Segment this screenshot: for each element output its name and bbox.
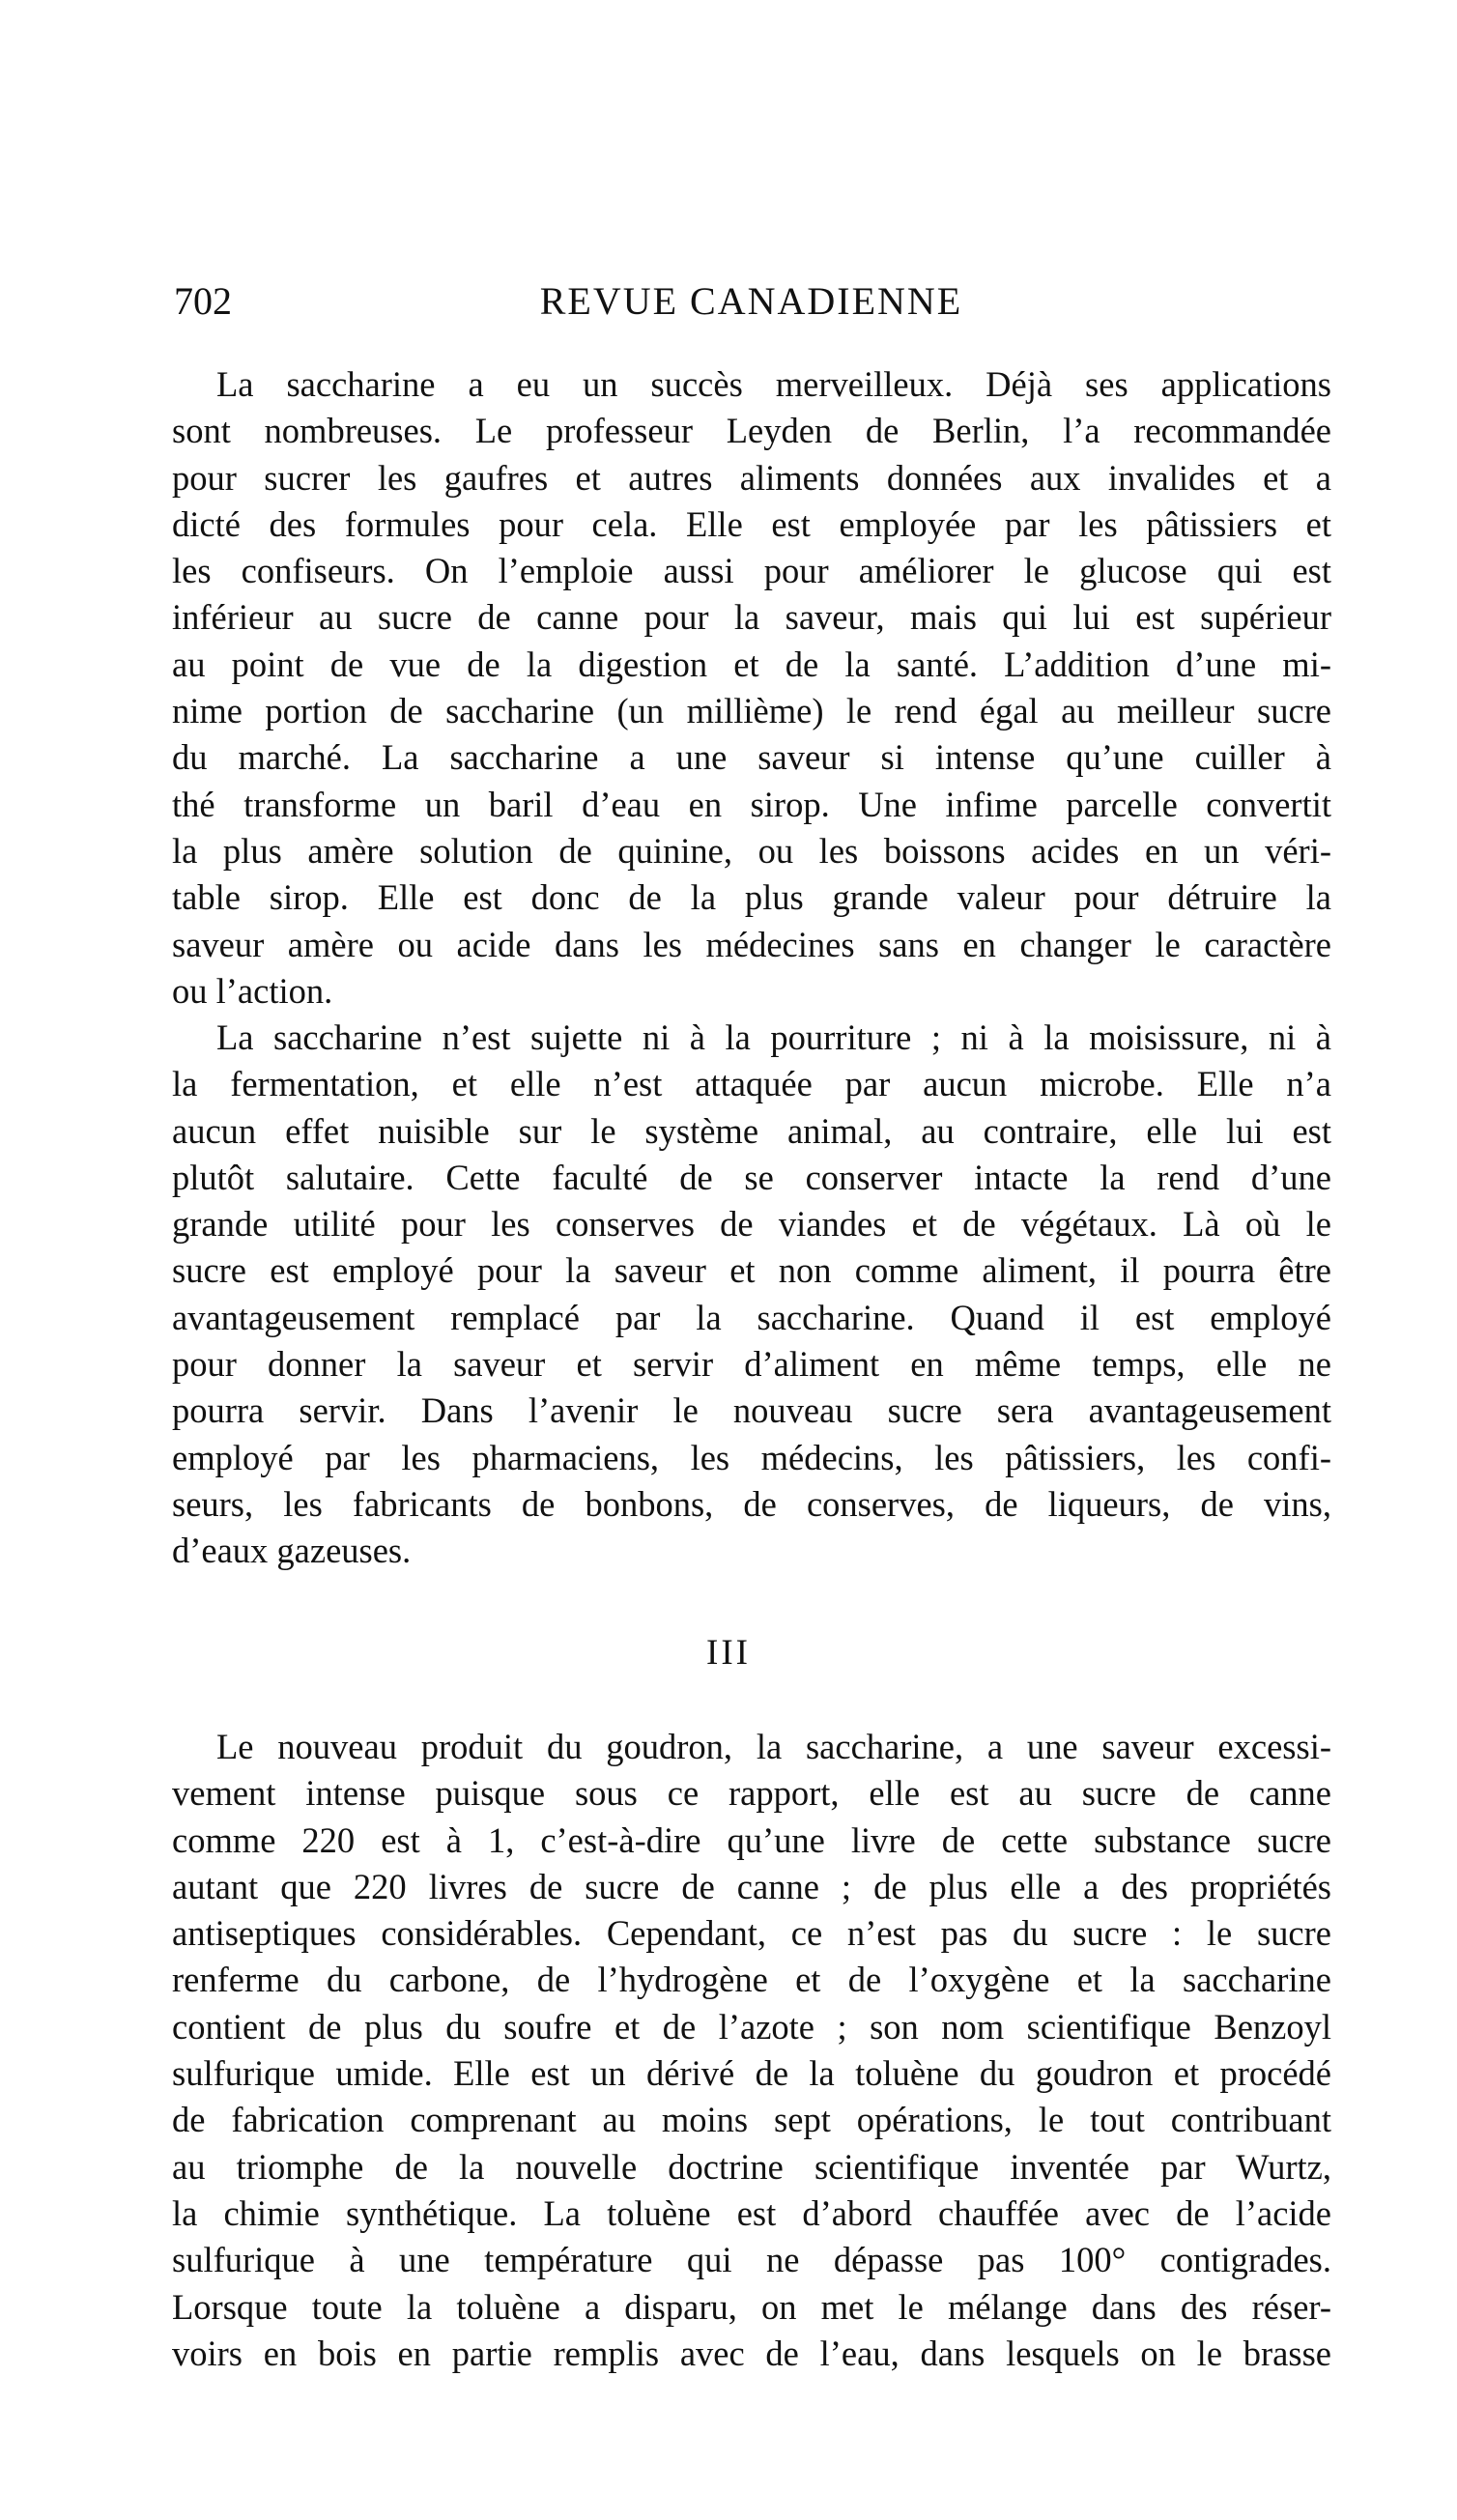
text-line: pour sucrer les gaufres et autres aliments données aux invalides et a	[172, 457, 1331, 498]
text-line: sulfurique umide. Elle est un dérivé de la toluène du goudron et procédé	[172, 2053, 1331, 2094]
text-line: antiseptiques considérables. Cependant, ce n’est pas du sucre : le sucre	[172, 1913, 1331, 1954]
paragraph-1	[172, 361, 1331, 1015]
text-line: La saccharine a eu un succès merveilleux. Déjà ses applications	[216, 364, 1331, 404]
text-line: Le nouveau produit du goudron, la saccharine, a une saveur excessi-	[216, 1727, 1331, 1766]
running-title: REVUE CANADIENNE	[539, 279, 963, 323]
text-line: seurs, les fabricants de bonbons, de conserves, de liqueurs, de vins,	[172, 1483, 1331, 1524]
text-line: du marché. La saccharine a une saveur si intense qu’une cuiller à	[172, 737, 1331, 778]
text-line: avantageusement remplacé par la saccharine. Quand il est employé	[172, 1297, 1331, 1337]
text-line: de fabrication comprenant au moins sept opérations, le tout contribuant	[172, 2100, 1331, 2140]
text-line: les confiseurs. On l’emploie aussi pour améliorer le glucose qui est	[172, 551, 1331, 591]
text-line: grande utilité pour les conserves de viandes et de végétaux. Là où le	[172, 1204, 1331, 1245]
text-line: inférieur au sucre de canne pour la saveur, mais qui lui est supérieur	[172, 597, 1331, 638]
text-line: plutôt salutaire. Cette faculté de se conserver intacte la rend d’une	[172, 1157, 1331, 1197]
section-heading: III	[706, 1633, 751, 1673]
text-line: nime portion de saccharine (un millième) le rend égal au meilleur sucre	[172, 691, 1331, 731]
paragraph-3	[172, 1724, 1331, 2377]
text-line: ou l’action.	[172, 970, 333, 1011]
text-line: saveur amère ou acide dans les médecines sans en changer le caractère	[172, 924, 1331, 964]
text-line: d’eaux gazeuses.	[172, 1531, 412, 1571]
paragraph-2	[172, 1015, 1331, 1575]
text-line: sucre est employé pour la saveur et non comme aliment, il pourra être	[172, 1250, 1331, 1291]
text-line: voirs en bois en partie remplis avec de l’eau, dans lesquels on le brasse	[172, 2333, 1331, 2373]
text-line: pour donner la saveur et servir d’aliment en même temps, elle ne	[172, 1344, 1331, 1385]
text-line: renferme du carbone, de l’hydrogène et de l’oxygène et la saccharine	[172, 1960, 1331, 2000]
text-line: vement intense puisque sous ce rapport, elle est au sucre de canne	[172, 1773, 1331, 1814]
text-line: comme 220 est à 1, c’est-à-dire qu’une livre de cette substance sucre	[172, 1819, 1331, 1860]
text-line: thé transforme un baril d’eau en sirop. Une infime parcelle convertit	[172, 784, 1331, 824]
text-line: contient de plus du soufre et de l’azote ; son nom scientifique Benzoyl	[172, 2006, 1331, 2047]
text-line: aucun effet nuisible sur le système animal, au contraire, elle lui est	[172, 1110, 1331, 1151]
text-line: autant que 220 livres de sucre de canne ; de plus elle a des propriétés	[172, 1866, 1331, 1906]
text-line: au point de vue de la digestion et de la santé. L’addition d’une mi-	[172, 644, 1331, 684]
text-line: la fermentation, et elle n’est attaquée par aucun microbe. Elle n’a	[172, 1064, 1331, 1104]
text-line: sont nombreuses. Le professeur Leyden de Berlin, l’a recommandée	[172, 411, 1331, 451]
text-line: employé par les pharmaciens, les médecins, les pâtissiers, les confi-	[172, 1437, 1331, 1477]
text-line: la chimie synthétique. La toluène est d’abord chauffée avec de l’acide	[172, 2192, 1331, 2233]
text-line: Lorsque toute la toluène a disparu, on met le mélange dans des réser-	[172, 2286, 1331, 2327]
page-header	[174, 272, 1328, 330]
text-line: La saccharine n’est sujette ni à la pourriture ; ni à la moisissure, ni à	[216, 1017, 1331, 1057]
text-line: pourra servir. Dans l’avenir le nouveau sucre sera avantageusement	[172, 1390, 1331, 1431]
text-line: au triomphe de la nouvelle doctrine scientifique inventée par Wurtz,	[172, 2146, 1331, 2187]
page-number: 702	[174, 279, 232, 323]
text-line: table sirop. Elle est donc de la plus grande valeur pour détruire la	[172, 877, 1331, 918]
text-line: dicté des formules pour cela. Elle est employée par les pâtissiers et	[172, 503, 1331, 544]
text-line: sulfurique à une température qui ne dépasse pas 100° contigrades.	[172, 2240, 1331, 2280]
text-line: la plus amère solution de quinine, ou les boissons acides en un véri-	[172, 830, 1331, 871]
